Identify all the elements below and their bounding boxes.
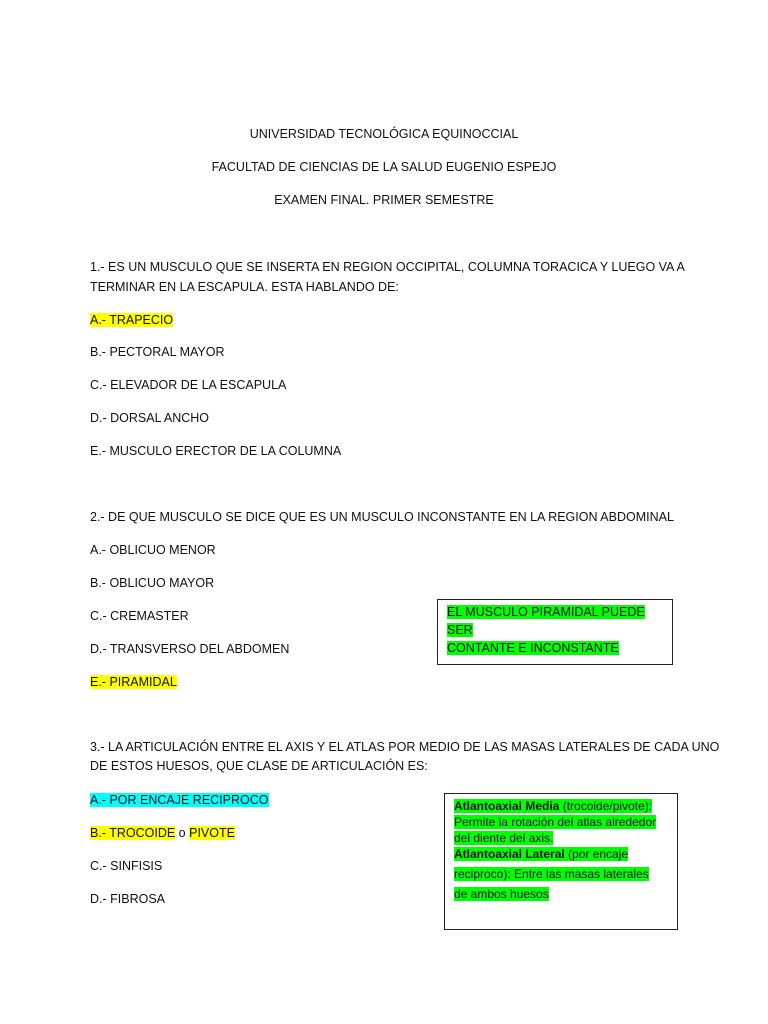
q3-option-b: [90, 824, 235, 842]
q3-note-lateral-line2: [454, 866, 668, 882]
q3-text-line2: DE ESTOS HUESOS, QUE CLASE DE ARTICULACIÓN ES:: [90, 759, 428, 773]
faculty-title: FACULTAD DE CIENCIAS DE LA SALUD EUGENIO ESPEJO: [211, 160, 557, 174]
q3-note-lateral-highlight: [454, 847, 628, 861]
q2-note-line1: [447, 603, 663, 639]
q3-option-b-mid: o: [175, 826, 190, 840]
q2-note-box: [437, 599, 673, 665]
q1-option-a: [90, 311, 173, 329]
q3-note-media-text: (trocoide/pivote): Permite la rotación del atlas alrededor del diente del axis.: [454, 799, 657, 845]
q3-option-a-text: A.- POR ENCAJE RECIPROCO: [90, 793, 269, 807]
q2-option-e-text: E.- PIRAMIDAL: [90, 675, 177, 689]
q1-option-b: B.- PECTORAL MAYOR: [90, 345, 225, 359]
q3-note-lateral-line3: [454, 886, 668, 902]
exam-title: EXAMEN FINAL. PRIMER SEMESTRE: [274, 193, 494, 207]
q1-option-d: D.- DORSAL ANCHO: [90, 411, 210, 425]
q2-option-a: A.- OBLICUO MENOR: [90, 543, 216, 557]
q3-note-media-highlight: [454, 799, 656, 845]
q2-option-d: D.- TRANSVERSO DEL ABDOMEN: [90, 642, 290, 656]
q1-text-line1: 1.- ES UN MUSCULO QUE SE INSERTA EN REGION OCCIPITAL, COLUMNA TORACICA Y LUEGO VA A: [90, 260, 685, 274]
q2-option-e: [90, 673, 177, 691]
q3-note-lateral-text2: reciproco): Entre las masas laterales: [454, 867, 649, 881]
q3-note-media-title: Atlantoaxial Media: [454, 799, 560, 813]
q3-text-line1: 3.- LA ARTICULACIÓN ENTRE EL AXIS Y EL ATLAS POR MEDIO DE LAS MASAS LATERALES DE CADA UNO: [90, 740, 720, 754]
q3-option-a: [90, 791, 269, 809]
q1-text-line2: TERMINAR EN LA ESCAPULA. ESTA HABLANDO DE:: [90, 280, 399, 294]
q3-option-b-text1: B.- TROCOIDE: [90, 826, 176, 840]
q2-option-c: C.- CREMASTER: [90, 609, 189, 623]
q1-option-a-text: A.- TRAPECIO: [90, 313, 174, 327]
q3-option-c: C.- SINFISIS: [90, 859, 163, 873]
q3-note-lateral-text3: de ambos huesos: [454, 887, 549, 901]
q2-option-b: B.- OBLICUO MAYOR: [90, 576, 215, 590]
q3-note-media: [454, 798, 668, 846]
q2-note-line2-text: CONTANTE E INCONSTANTE: [447, 641, 619, 655]
q3-note-box: [444, 793, 678, 930]
q2-note-line1-text: EL MUSCULO PIRAMIDAL PUEDE SER: [447, 605, 645, 637]
q1-option-c: C.- ELEVADOR DE LA ESCAPULA: [90, 378, 287, 392]
q3-note-lateral-title: Atlantoaxial Lateral: [454, 847, 565, 861]
q2-text-line1: 2.- DE QUE MUSCULO SE DICE QUE ES UN MUSCULO INCONSTANTE EN LA REGION ABDOMINAL: [90, 510, 674, 524]
q1-option-e: E.- MUSCULO ERECTOR DE LA COLUMNA: [90, 444, 342, 458]
q3-note-lateral-text1: (por encaje: [564, 847, 629, 861]
university-title: UNIVERSIDAD TECNOLÓGICA EQUINOCCIAL: [249, 127, 519, 141]
q3-option-b-text2: PIVOTE: [189, 826, 235, 840]
q3-note-lateral: [454, 846, 668, 862]
q3-option-d: D.- FIBROSA: [90, 892, 166, 906]
q2-note-line2: [447, 639, 663, 657]
